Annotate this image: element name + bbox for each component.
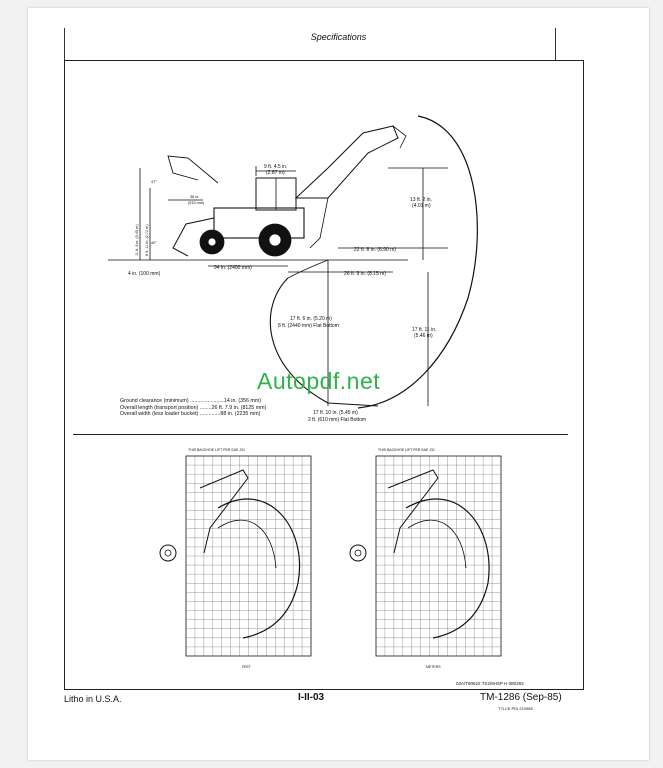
dim-angle-dump: 47°	[151, 180, 157, 184]
footer-litho: Litho in U.S.A.	[64, 694, 122, 704]
dim-reach-pivot: 22 ft. 8 in. (6.90 m)	[354, 247, 396, 253]
page-number: I-II-03	[298, 692, 325, 703]
footer-code: T7LCE PDI 210985	[498, 706, 533, 711]
spec-overall-length: Overall length (transport position) ........26 ft. 7.9 in. (8125 mm)	[120, 404, 267, 411]
dim-dump-height-metric: (4.01 m)	[412, 203, 431, 209]
lift-chart-left-xlabel: FEET	[242, 665, 251, 669]
watermark: Autopdf.net	[257, 368, 381, 394]
lift-chart-left-title: THIS BACKHOE LIFT PER SAE J31	[188, 448, 245, 452]
dim-reach-height: 9 ft. 4.5 in.	[264, 164, 288, 170]
lift-chart-right-xlabel: METERS	[426, 665, 441, 669]
dim-wheelbase: 94 in. (2400 mm)	[214, 265, 252, 271]
page-title: Specifications	[310, 32, 367, 42]
manual-page	[28, 8, 649, 760]
dim-dump-reach: 36 in.	[190, 195, 200, 199]
dim-reach-ground: 26 ft. 9 in. (8.15 m)	[344, 271, 386, 277]
spec-ground-clearance: Ground clearance (minimum) .......................14 in. (356 mm)	[120, 398, 261, 404]
dim-angle-rollback: 40°	[151, 241, 157, 245]
dim-max-depth-metric: (5.46 m)	[414, 333, 433, 339]
dim-dump-height: 13 ft. 2 in.	[410, 197, 432, 203]
lift-chart-left	[160, 448, 311, 669]
dim-loader-height: 11 ft. 3 in. (3.45 m)	[135, 224, 139, 256]
dim-loader-dig: 4 in. (100 mm)	[128, 271, 161, 277]
manual-number: TM-1286 (Sep-85)	[480, 692, 562, 703]
dim-reach-height-metric: (2.87 m)	[266, 170, 285, 176]
lift-chart-right-title: THIS BACKHOE LIFT PER SAE J31	[378, 448, 435, 452]
dim-dump-reach-metric: (915 mm)	[188, 201, 205, 205]
dim-depth-2ft: 17 ft. 10 in. (5.45 m)	[313, 410, 358, 416]
dim-max-depth: 17 ft. 11 in.	[412, 327, 437, 333]
dim-loader-clearance: 8 ft. 11 in. (2.72 m)	[145, 224, 149, 256]
dim-dig-depth: 17 ft. 6 in. (5.20 m)	[290, 316, 332, 322]
dim-depth-2ft-flat: 2 ft. (610 mm) Flat Bottom	[308, 417, 367, 423]
figure-reference: 03A/T90622 TS2/8HSP H 080393	[456, 681, 524, 686]
dim-dig-depth-flat: 8 ft. (2440 mm) Flat Bottom	[278, 323, 339, 329]
spec-overall-width: Overall width (less loader bucket) ..............88 in. (2235 mm)	[120, 411, 261, 417]
spec-list	[120, 398, 266, 418]
lift-chart-right	[350, 448, 501, 669]
